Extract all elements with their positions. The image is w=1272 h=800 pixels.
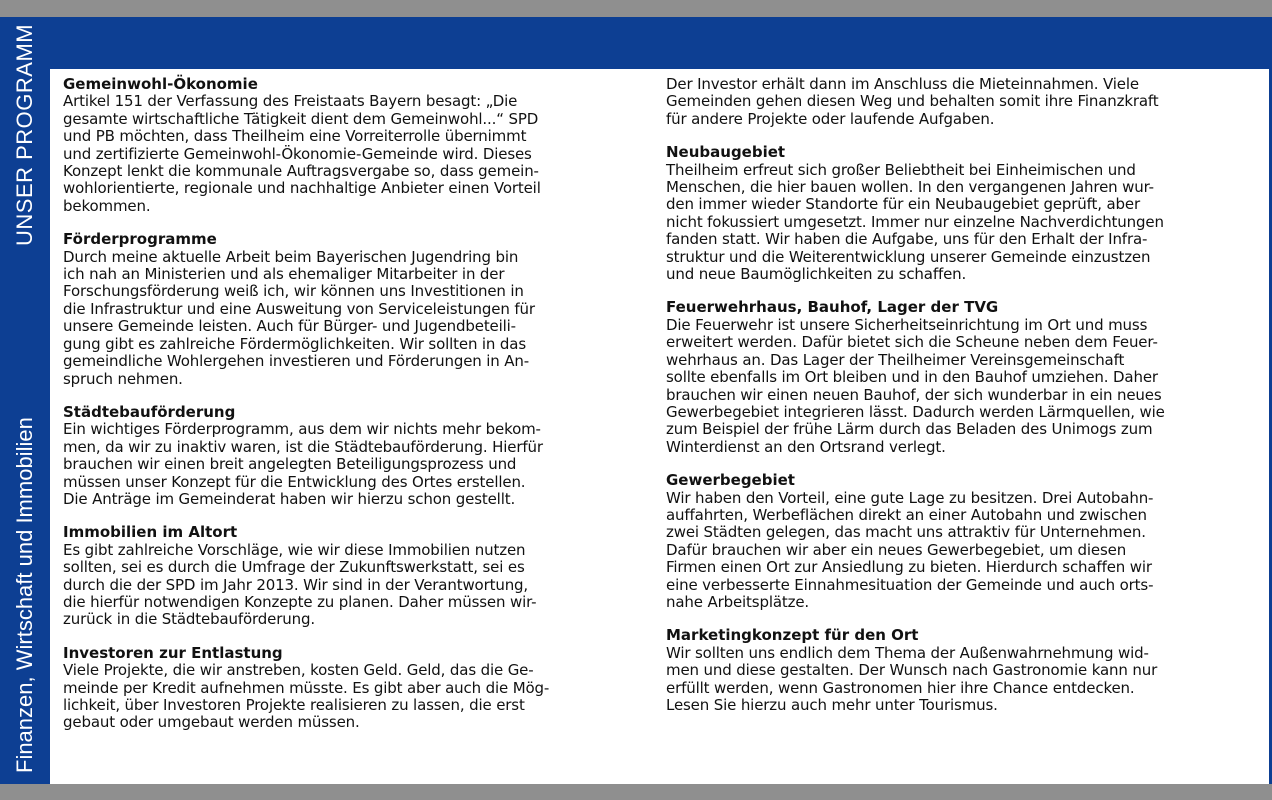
section-text: Artikel 151 der Verfassung des Freistaats Bayern besagt: „Die gesamte wirtschaftliche Tätigkeit dient dem Gemeinwohl...“ SPD und PB möchten, dass Theilheim eine Vorreiterrolle übernimmt und zertifizierte Gemeinwohl-Ökonomie-Gemeinde wird. Dieses Konzept lenkt die kommunale Auftragsvergabe so, dass gemein- wohlorientierte, regionale und nachhaltige Anbieter einen Vorteil bekommen. [63,92,541,215]
top-frame-bar [0,0,1272,17]
section-heading: Marketingkonzept für den Ort [666,626,919,645]
section-text: Wir sollten uns endlich dem Thema der Außenwahrnehmung wid- men und diese gestalten. Der Wunsch nach Gastronomie kann nur erfüllt werden, wenn Gastronomen hier ihre Chance entdecken. Lesen Sie hierzu auch mehr unter Tourismus. [666,643,1158,714]
section-text: Ein wichtiges Förderprogramm, aus dem wir nichts mehr bekom- men, da wir zu inaktiv waren, ist die Städtebauförderung. Hierfür brauchen wir einen breit angelegten Beteiligungsprozess und müssen unser Konzept für die Entwicklung des Ortes erstellen. Die Anträge im Gemeinderat haben wir hierzu schon gestellt. [63,420,543,508]
article-section [666,627,1261,714]
section-heading: Gemeinwohl-Ökonomie [63,75,258,93]
section-text: Es gibt zahlreiche Vorschläge, wie wir diese Immobilien nutzen sollten, sei es durch die Umfrage der Zukunftswerkstatt, sei es durch die der SPD im Jahr 2013. Wir sind in der Verantwortung, die hierfür notwendigen Konzepte zu planen. Daher müssen wir- zurück in die Städtebauförderung. [63,540,537,629]
bottom-frame-bar [0,784,1272,800]
article-section [666,144,1261,283]
right-column [666,76,1261,730]
section-heading: Städtebauförderung [63,402,236,421]
header-band [50,17,1269,69]
section-heading: Immobilien im Altort [63,523,238,542]
section-title: Finanzen, Wirtschaft und Immobilien [12,417,37,773]
left-column [63,76,645,748]
program-title: UNSER PROGRAMM [12,23,37,246]
section-text: Theilheim erfreut sich großer Beliebtheit bei Einheimischen und Menschen, die hier bauen wollen. In den vergangenen Jahren wur- den immer wieder Standorte für ein Neubaugebiet geprüft, aber nicht fokussiert umgesetzt. Immer nur einzelne Nachverdichtungen fanden statt. Wir haben die Aufgabe, uns für den Erhalt der Infra- struktur und die Weiterentwicklung unserer Gemeinde einzustzen und neue Baumöglichkeiten zu schaffen. [666,160,1164,284]
article-section [666,472,1261,611]
section-heading: Neubaugebiet [666,143,786,162]
side-label [0,17,50,784]
section-text: Durch meine aktuelle Arbeit beim Bayerischen Jugendring bin ich nah an Ministerien und als ehemaliger Mitarbeiter in der Forschungsförderung weiß ich, wir können uns Investitionen in die Infrastruktur und eine Ausweitung von Serviceleistungen für unsere Gemeinde leisten. Auch für Bürger- und Jugendbeteili- gung gibt es zahlreiche Fördermöglichkeiten. Wir sollten in das gemeindliche Wohlergehen investieren und Förderungen in An- spruch nehmen. [63,247,535,388]
article-section [63,645,645,732]
section-text: Wir haben den Vorteil, eine gute Lage zu besitzen. Drei Autobahn- auffahrten, Werbeflächen direkt an einer Autobahn und zwischen zwei Städten gelegen, das macht uns attraktiv für Unternehmen. Dafür brauchen wir aber ein neues Gewerbegebiet, um diesen Firmen einen Ort zur Ansiedlung zu bieten. Hierdurch schaffen wir eine verbesserte Einnahmesituation der Gemeinde und auch orts- nahe Arbeitsplätze. [666,488,1154,611]
section-text: Viele Projekte, die wir anstreben, kosten Geld. Geld, das die Ge- meinde per Kredit aufnehmen müsste. Es gibt aber auch die Mög- lichkeit, über Investoren Projekte realisieren zu lassen, die erst gebaut oder umgebaut werden müssen. [63,661,550,732]
article-section-continued [666,76,1261,128]
section-heading: Gewerbegebiet [666,471,795,490]
section-heading: Investoren zur Entlastung [63,643,283,662]
section-text: Der Investor erhält dann im Anschluss die Mieteinnahmen. Viele Gemeinden gehen diesen Weg und behalten somit ihre Finanzkraft für andere Projekte oder laufende Aufgaben. [666,75,1159,128]
article-section [63,524,645,628]
section-text: Die Feuerwehr ist unsere Sicherheitseinrichtung im Ort und muss erweitert werden. Dafür bietet sich die Scheune neben dem Feuer- wehrhaus an. Das Lager der Theilheimer Vereinsgemeinschaft sollte ebenfalls im Ort bleiben und in den Bauhof umziehen. Daher brauchen wir einen neuen Bauhof, der sich wunderbar in ein neues Gewerbegebiet integrieren lässt. Dadurch werden Lärmquellen, wie zum Beispiel der frühe Lärm durch das Beladen des Unimogs zum Winterdienst an den Ortsrand verlegt. [666,315,1165,456]
article-section [63,404,645,508]
article-body [63,76,1263,781]
article-section [63,76,645,215]
section-heading: Förderprogramme [63,230,217,249]
article-section [666,299,1261,456]
article-section [63,231,645,388]
section-heading: Feuerwehrhaus, Bauhof, Lager der TVG [666,298,999,317]
